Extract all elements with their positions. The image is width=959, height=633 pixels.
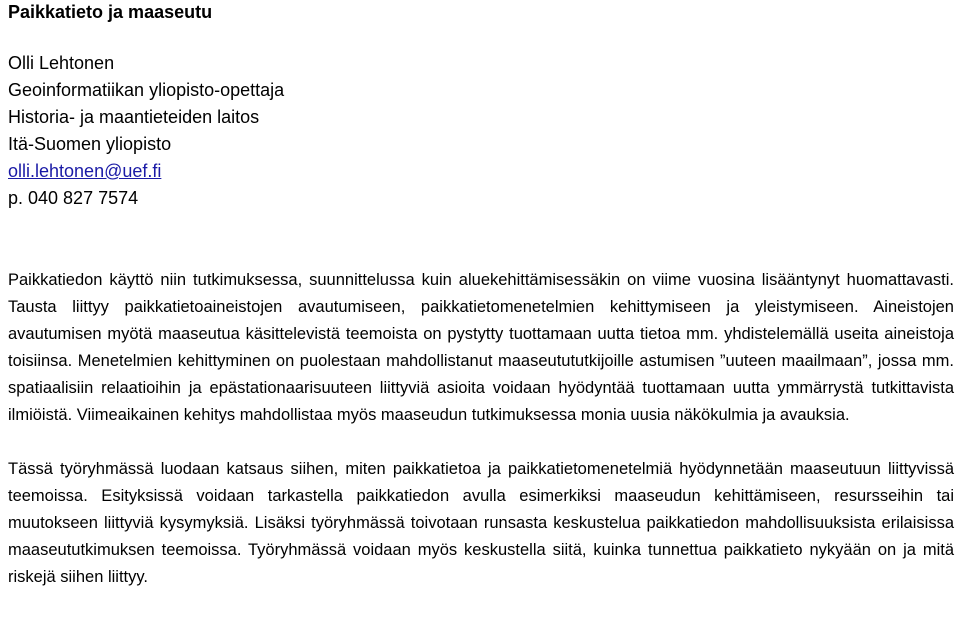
document-title: Paikkatieto ja maaseutu <box>8 2 213 22</box>
author-phone: p. 040 827 7574 <box>8 188 139 208</box>
author-name: Olli Lehtonen <box>8 53 115 73</box>
author-university: Itä-Suomen yliopisto <box>8 134 172 154</box>
author-email-row <box>8 158 954 185</box>
body-paragraph-1: Paikkatiedon käyttö niin tutkimuksessa, suunnittelussa kuin aluekehittämisessäkin on viime vuosina lisääntynyt huomattavasti. Tausta liittyy paikkatietoaineistojen avautumiseen, paikkatietomenetelmien kehittymiseen ja yleistymiseen. Aineistojen avautumisen myötä maaseutua käsittelevistä teemoista on pystytty tuottamaan uutta tietoa mm. yhdistelemällä useita aineistoja toisiinsa. Menetelmien kehittyminen on puolestaan mahdollistanut maaseutututkijoille astumisen ”uuteen maailmaan”, jossa mm. spatiaalisiin relaatioihin ja epästationaarisuuteen liittyviä asioita voidaan hyödyntää tuottamaan uutta ymmärrystä tutkittavista ilmiöistä. Viimeaikainen kehitys mahdollistaa myös maaseudun tutkimuksessa monia uusia näkökulmia ja avauksia. <box>8 271 954 424</box>
author-department: Historia- ja maantieteiden laitos <box>8 107 260 127</box>
document-page <box>8 0 954 591</box>
author-email-link[interactable]: olli.lehtonen@uef.fi <box>8 161 162 181</box>
author-position: Geoinformatiikan yliopisto-opettaja <box>8 80 285 100</box>
author-info <box>8 50 954 212</box>
body-paragraph-2: Tässä työryhmässä luodaan katsaus siihen, miten paikkatietoa ja paikkatietomenetelmiä hyödynnetään maaseutuun liittyvissä teemoissa. Esityksissä voidaan tarkastella paikkatiedon avulla esimerkiksi maaseudun kehittämiseen, resursseihin tai muutokseen liittyviä kysymyksiä. Lisäksi työryhmässä toivotaan runsasta keskustelua paikkatiedon mahdollisuuksista erilaisissa maaseututkimuksen teemoissa. Työryhmässä voidaan myös keskustella siitä, kuinka tunnettua paikkatieto nykyään on ja mitä riskejä siihen liittyy. <box>8 460 954 586</box>
